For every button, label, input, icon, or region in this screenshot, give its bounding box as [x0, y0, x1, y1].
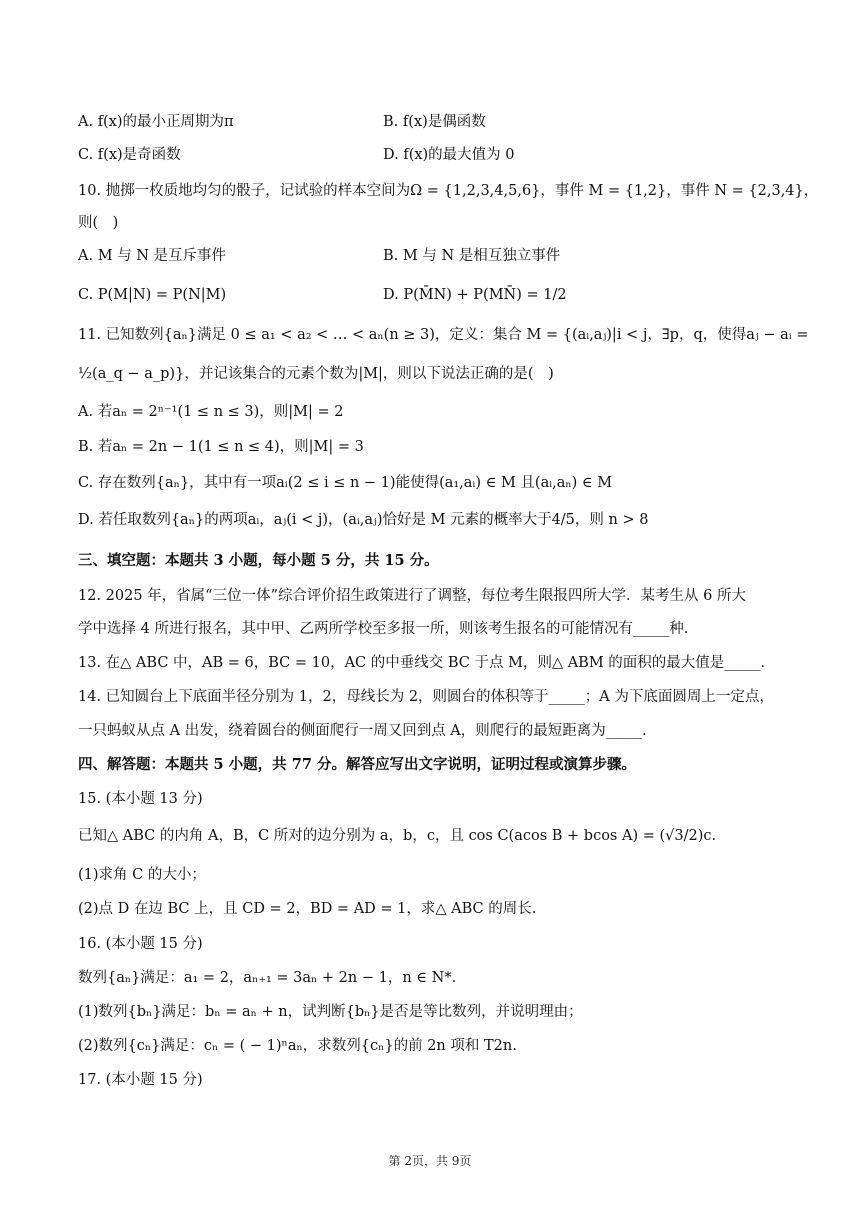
- q11-option-c: C. 存在数列{aₙ}，其中有一项aᵢ(2 ≤ i ≤ n − 1)能使得(a₁,aᵢ) ∈ M 且(aᵢ,aₙ) ∈ M: [78, 475, 613, 491]
- q14-line1: 14. 已知圆台上下底面半径分别为 1，2，母线长为 2，则圆台的体积等于_____；A 为下底面圆周上一定点，: [78, 689, 774, 705]
- q13: 13. 在△ ABC 中，AB = 6，BC = 10，AC 的中垂线交 BC 于点 M，则△ ABM 的面积的最大值是_____.: [78, 655, 766, 671]
- q15-title: 15. (本小题 13 分): [78, 791, 203, 807]
- q10-stem-line2: 则( ): [78, 215, 119, 231]
- q15-part2: (2)点 D 在边 BC 上，且 CD = 2，BD = AD = 1，求△ ABC 的周长.: [78, 901, 537, 917]
- q16-part2: (2)数列{cₙ}满足：cₙ = ( − 1)ⁿaₙ，求数列{cₙ}的前 2n 项和 T2n.: [78, 1038, 517, 1054]
- q16-stem: 数列{aₙ}满足：a₁ = 2，aₙ₊₁ = 3aₙ + 2n − 1，n ∈ N*.: [78, 970, 457, 986]
- q15-stem: 已知△ ABC 的内角 A，B，C 所对的边分别为 a，b，c，且 cos C(acos B + bcos A) = (√3/2)c.: [78, 828, 717, 844]
- section-4-heading: 四、解答题：本题共 5 小题，共 77 分。解答应写出文字说明，证明过程或演算步骤。: [78, 756, 636, 773]
- q14-line2: 一只蚂蚁从点 A 出发，绕着圆台的侧面爬行一周又回到点 A，则爬行的最短距离为_____.: [78, 723, 647, 739]
- q17-title: 17. (本小题 15 分): [78, 1072, 203, 1088]
- section-3-heading: 三、填空题：本题共 3 小题，每小题 5 分，共 15 分。: [78, 552, 439, 569]
- q16-part1: (1)数列{bₙ}满足：bₙ = aₙ + n，试判断{bₙ}是否是等比数列，并说明理由；: [78, 1004, 583, 1020]
- q9-option-a: A. f(x)的最小正周期为π: [78, 114, 234, 130]
- q12-line1: 12. 2025 年，省属“三位一体”综合评价招生政策进行了调整，每位考生限报四所大学．某考生从 6 所大: [78, 588, 746, 604]
- q11-stem-line1: 11. 已知数列{aₙ}满足 0 ≤ a₁ < a₂ < … < aₙ(n ≥ 3)，定义：集合 M = {(aᵢ,aⱼ)|i < j，∃p，q，使得aⱼ − aᵢ =: [78, 327, 809, 343]
- q11-option-b: B. 若aₙ = 2n − 1(1 ≤ n ≤ 4)，则|M| = 3: [78, 439, 364, 455]
- q11-option-d: D. 若任取数列{aₙ}的两项aᵢ，aⱼ(i < j)，(aᵢ,aⱼ)恰好是 M 元素的概率大于4/5，则 n > 8: [78, 512, 649, 528]
- q10-option-b: B. M 与 N 是相互独立事件: [383, 248, 561, 264]
- q9-option-d: D. f(x)的最大值为 0: [383, 147, 515, 163]
- q11-stem-line2: ½(a_q − a_p)}，并记该集合的元素个数为|M|，则以下说法正确的是( ): [78, 366, 554, 382]
- page-footer: 第 2页，共 9页: [388, 1154, 472, 1168]
- q12-line2: 学中选择 4 所进行报名，其中甲、乙两所学校至多报一所，则该考生报名的可能情况有_____种.: [78, 621, 689, 637]
- q9-option-c: C. f(x)是奇函数: [78, 147, 181, 163]
- q10-option-d: D. P(M̄N) + P(MN̄) = 1/2: [383, 287, 567, 303]
- q10-option-c: C. P(M|N) = P(N|M): [78, 287, 227, 303]
- q15-part1: (1)求角 C 的大小；: [78, 867, 206, 883]
- q9-option-b: B. f(x)是偶函数: [383, 114, 486, 130]
- q16-title: 16. (本小题 15 分): [78, 936, 203, 952]
- q10-option-a: A. M 与 N 是互斥事件: [78, 248, 227, 264]
- q11-option-a: A. 若aₙ = 2ⁿ⁻¹(1 ≤ n ≤ 3)，则|M| = 2: [78, 404, 344, 420]
- q10-stem-line1: 10. 抛掷一枚质地均匀的骰子，记试验的样本空间为Ω = {1,2,3,4,5,6}，事件 M = {1,2}，事件 N = {2,3,4}，: [78, 183, 819, 199]
